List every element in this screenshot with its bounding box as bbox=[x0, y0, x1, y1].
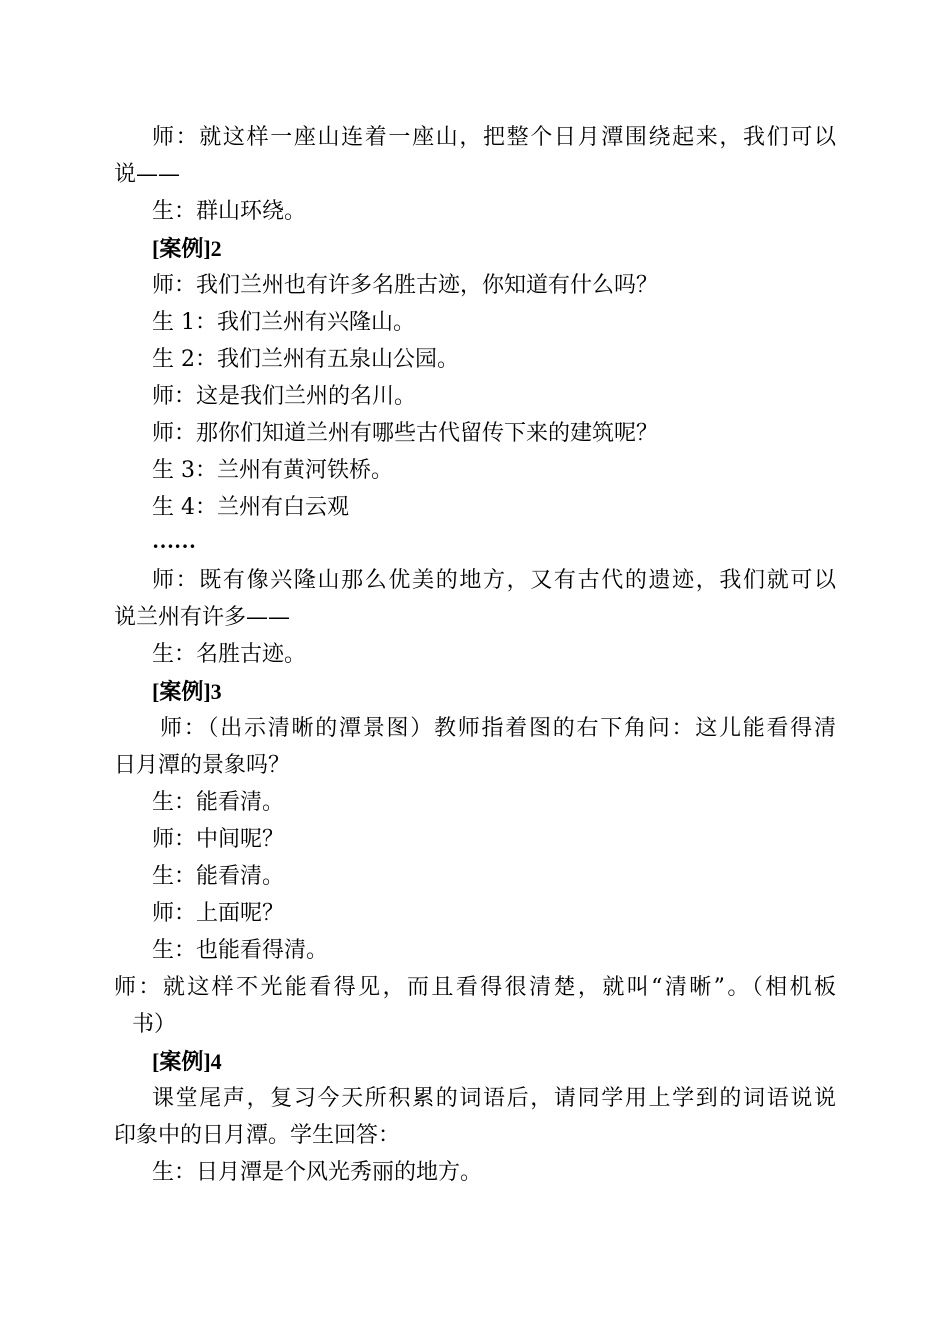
paragraph-line: 生 2：我们兰州有五泉山公园。 bbox=[152, 347, 459, 372]
paragraph-line: 生：能看清。 bbox=[152, 790, 285, 815]
paragraph-line: 印象中的日月潭。学生回答： bbox=[114, 1123, 401, 1148]
paragraph-line: 日月潭的景象吗？ bbox=[114, 753, 291, 778]
paragraph-line: 生 4：兰州有白云观 bbox=[152, 495, 349, 520]
paragraph-line: 课堂尾声，复习今天所积累的词语后，请同学用上学到的词语说说 bbox=[152, 1086, 836, 1111]
paragraph-line: 师：就这样一座山连着一座山，把整个日月潭围绕起来，我们可以 bbox=[152, 125, 836, 150]
case-heading: [案例]2 bbox=[152, 236, 222, 261]
paragraph-line: 师：那你们知道兰州有哪些古代留传下来的建筑呢？ bbox=[152, 421, 659, 446]
paragraph-line: 生：群山环绕。 bbox=[152, 199, 307, 224]
paragraph-line: 说—— bbox=[114, 162, 181, 187]
paragraph-line: 师：既有像兴隆山那么优美的地方，又有古代的遗迹，我们就可以 bbox=[152, 568, 836, 593]
paragraph-line: 师：（出示清晰的潭景图）教师指着图的右下角问：这儿能看得清 bbox=[160, 716, 836, 741]
paragraph-line: 生：也能看得清。 bbox=[152, 938, 329, 963]
paragraph-line: 生 3：兰州有黄河铁桥。 bbox=[152, 458, 393, 483]
paragraph-line: 师：这是我们兰州的名川。 bbox=[152, 384, 417, 409]
paragraph-line: 师：中间呢？ bbox=[152, 827, 285, 852]
paragraph-line: 师：上面呢？ bbox=[152, 901, 285, 926]
paragraph-line: 生：能看清。 bbox=[152, 864, 285, 889]
case-heading: [案例]4 bbox=[152, 1049, 222, 1074]
paragraph-line: 师：就这样不光能看得见，而且看得很清楚，就叫“清晰”。（相机板 bbox=[114, 975, 836, 1000]
case-heading: [案例]3 bbox=[152, 679, 222, 704]
paragraph-line: 书） bbox=[132, 1012, 177, 1037]
paragraph-line: 生 1：我们兰州有兴隆山。 bbox=[152, 310, 415, 335]
paragraph-line: 师：我们兰州也有许多名胜古迹，你知道有什么吗？ bbox=[152, 273, 659, 298]
paragraph-line: 生：名胜古迹。 bbox=[152, 642, 307, 667]
paragraph-line: 说兰州有许多—— bbox=[114, 605, 291, 630]
paragraph-line: 生：日月潭是个风光秀丽的地方。 bbox=[152, 1160, 483, 1185]
ellipsis-line: …… bbox=[152, 528, 196, 553]
